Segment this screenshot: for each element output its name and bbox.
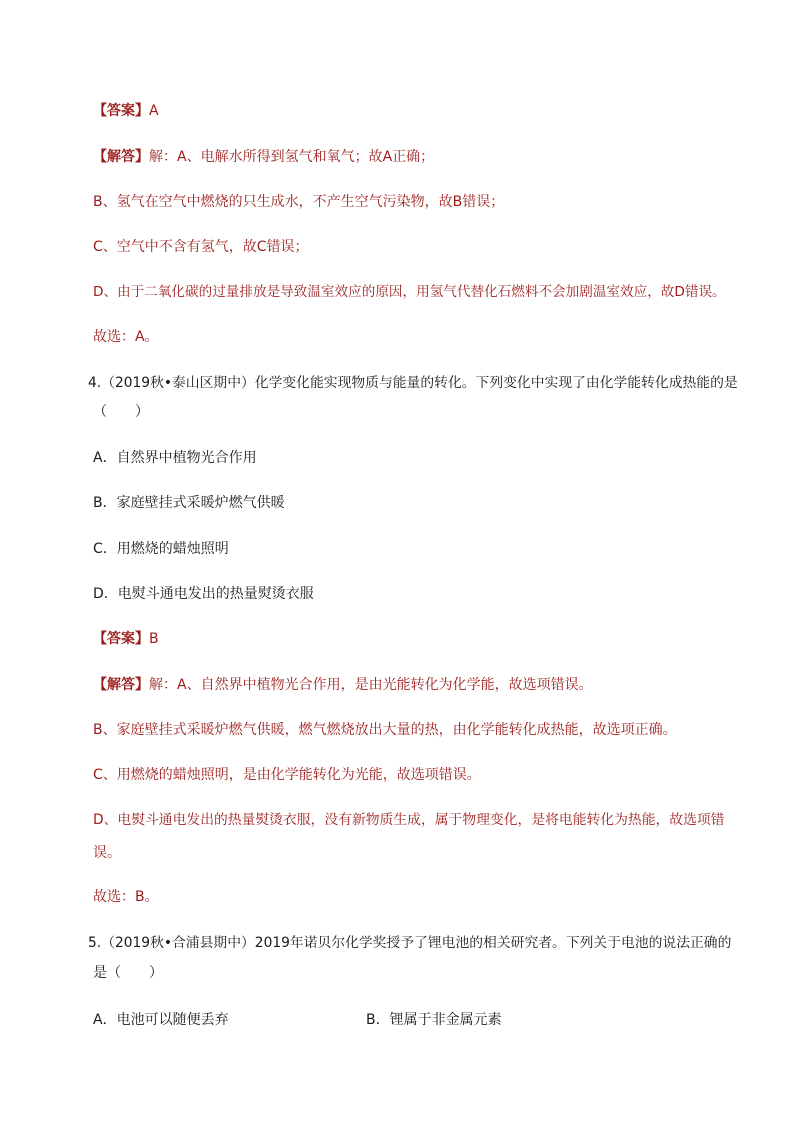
q4-analysis-tag: 【解答】: [93, 677, 149, 693]
q4-option-c: C．用燃烧的蜡烛照明: [93, 541, 229, 557]
q3-analysis-line-2: B、氢气在空气中燃烧的只生成水，不产生空气污染物，故B错误；: [93, 194, 505, 210]
q4-analysis-line-2: B、家庭壁挂式采暖炉燃气供暖，燃气燃烧放出大量的热，由化学能转化成热能，故选项正确。: [93, 722, 677, 738]
q4-answer: [93, 630, 159, 648]
q3-conclusion: 故选：A。: [93, 329, 159, 345]
q5-option-a: A．电池可以随便丢弃: [93, 1012, 229, 1028]
q4-analysis-line-4b: 误。: [93, 845, 121, 861]
q3-answer: [93, 102, 159, 120]
q3-analysis-text-1: 解：A、电解水所得到氢气和氧气；故A正确；: [149, 149, 435, 165]
q3-analysis-line-1: [93, 148, 434, 166]
q3-analysis-tag: 【解答】: [93, 149, 149, 165]
q4-analysis-line-1: [93, 676, 593, 694]
q4-option-a: A．自然界中植物光合作用: [93, 450, 257, 466]
q4-answer-value: B: [149, 631, 159, 647]
q5-stem-line-1: 5.（2019秋•合浦县期中）2019年诺贝尔化学奖授予了锂电池的相关研究者。下列关于电池的说法正确的: [88, 935, 732, 951]
q4-option-b: B．家庭壁挂式采暖炉燃气供暖: [93, 495, 285, 511]
q4-option-d: D．电熨斗通电发出的热量熨烫衣服: [93, 586, 314, 602]
q3-answer-tag: 【答案】: [93, 103, 149, 119]
q4-stem-line-2: （ ）: [93, 404, 149, 420]
q4-analysis-line-4a: D、电熨斗通电发出的热量熨烫衣服，没有新物质生成，属于物理变化，是将电能转化为热能，故选项错: [93, 812, 725, 828]
q5-stem-line-2: 是（ ）: [93, 965, 163, 981]
q4-answer-tag: 【答案】: [93, 631, 149, 647]
q3-answer-value: A: [149, 103, 159, 119]
q4-analysis-text-1: 解：A、自然界中植物光合作用，是由光能转化为化学能，故选项错误。: [149, 677, 593, 693]
q3-analysis-line-4: D、由于二氧化碳的过量排放是导致温室效应的原因，用氢气代替化石燃料不会加剧温室效应，故D错误。: [93, 284, 726, 300]
q4-stem-line-1: 4.（2019秋•泰山区期中）化学变化能实现物质与能量的转化。下列变化中实现了由化学能转化成热能的是: [88, 375, 738, 391]
q4-conclusion: 故选：B。: [93, 889, 159, 905]
q4-analysis-line-3: C、用燃烧的蜡烛照明，是由化学能转化为光能，故选项错误。: [93, 767, 481, 783]
q3-analysis-line-3: C、空气中不含有氢气，故C错误；: [93, 239, 309, 255]
q5-option-b: B．锂属于非金属元素: [366, 1012, 502, 1028]
